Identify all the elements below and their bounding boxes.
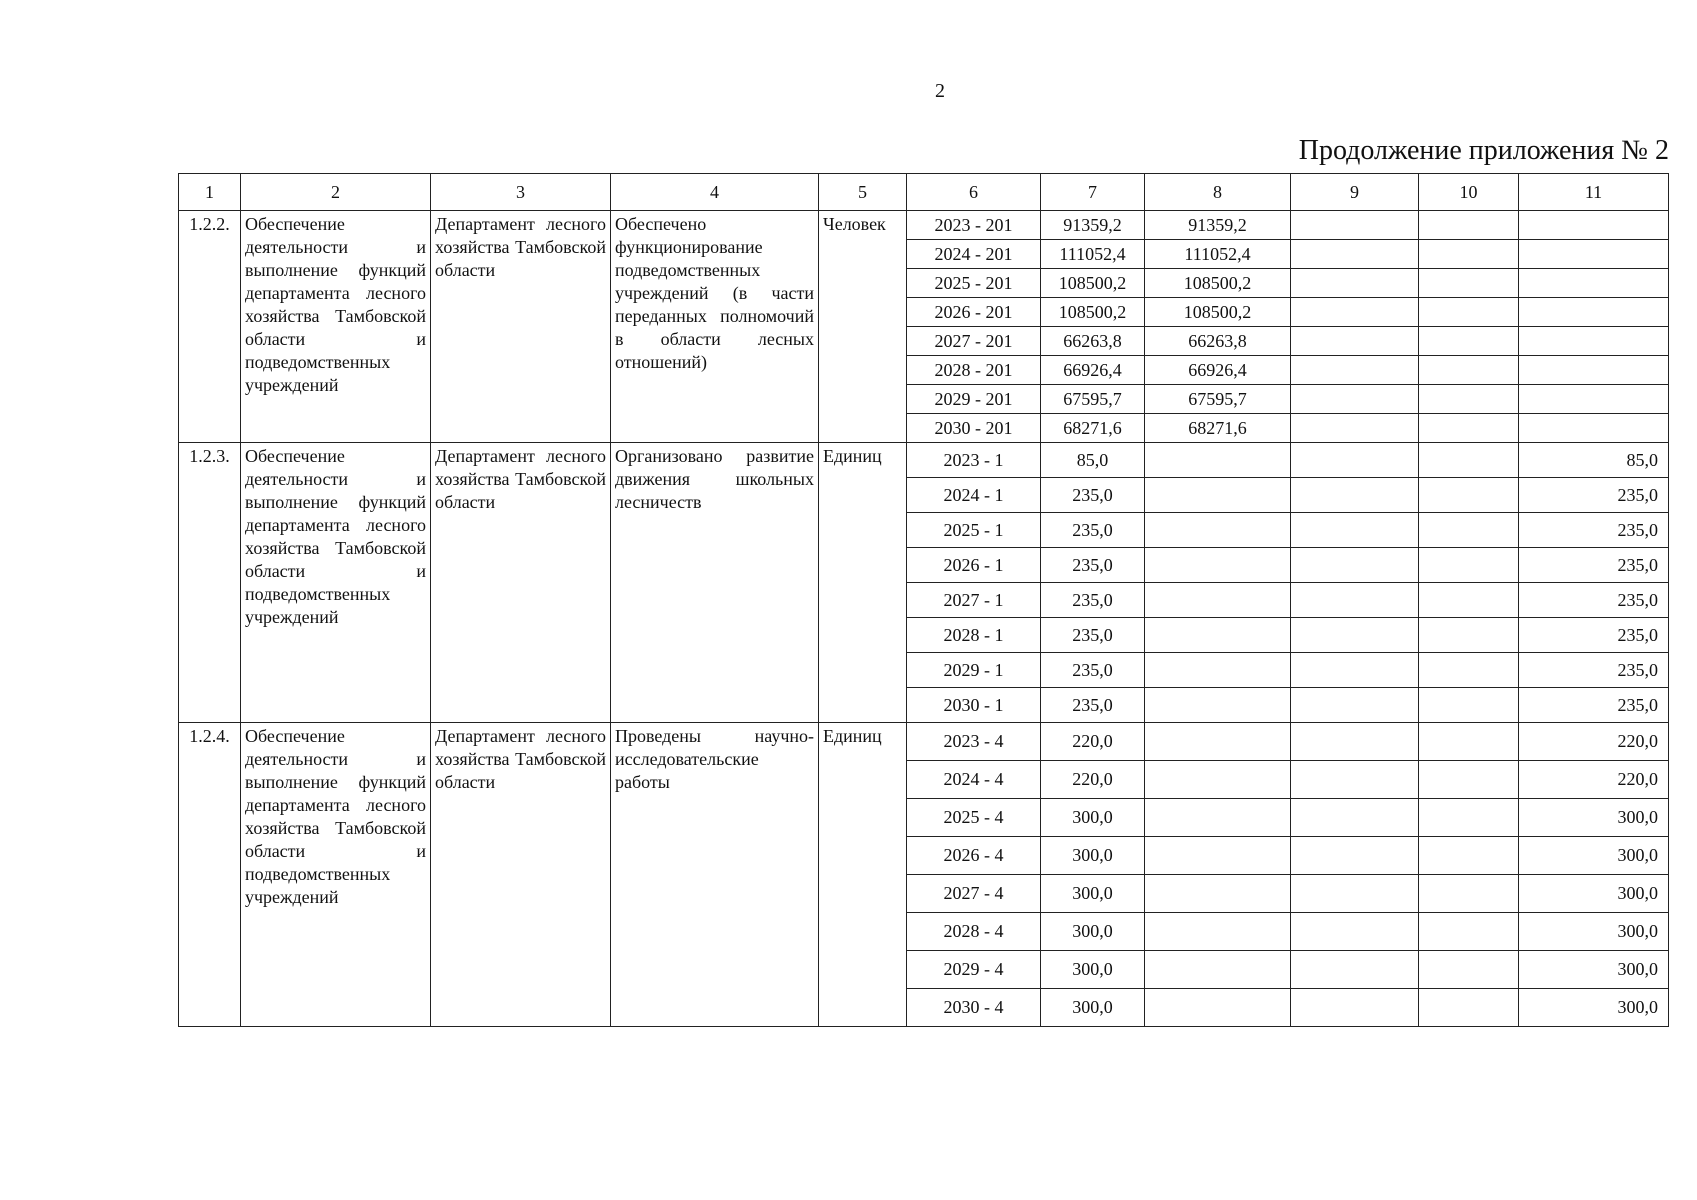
value-col-11 bbox=[1519, 414, 1669, 443]
year-cell: 2025 - 4 bbox=[907, 799, 1041, 837]
value-col-10 bbox=[1419, 723, 1519, 761]
value-col-11 bbox=[1519, 269, 1669, 298]
value-col-8 bbox=[1145, 913, 1291, 951]
value-col-10 bbox=[1419, 951, 1519, 989]
value-col-11: 300,0 bbox=[1519, 837, 1669, 875]
activity-cell: Обеспечение деятельности и выполнение функций департамента лесного хозяйства Тамбовской области и подведомственных учреждений bbox=[241, 443, 431, 723]
value-col-7: 220,0 bbox=[1041, 723, 1145, 761]
executor-cell: Департамент лесного хозяйства Тамбовской области bbox=[431, 723, 611, 1027]
value-col-11: 220,0 bbox=[1519, 723, 1669, 761]
header-col-6: 6 bbox=[907, 174, 1041, 211]
value-col-9 bbox=[1291, 989, 1419, 1027]
value-col-11: 300,0 bbox=[1519, 989, 1669, 1027]
value-col-8 bbox=[1145, 989, 1291, 1027]
value-col-10 bbox=[1419, 799, 1519, 837]
value-col-7: 85,0 bbox=[1041, 443, 1145, 478]
value-col-9 bbox=[1291, 583, 1419, 618]
year-cell: 2030 - 4 bbox=[907, 989, 1041, 1027]
value-col-9 bbox=[1291, 298, 1419, 327]
value-col-9 bbox=[1291, 269, 1419, 298]
value-col-9 bbox=[1291, 548, 1419, 583]
value-col-7: 235,0 bbox=[1041, 548, 1145, 583]
value-col-10 bbox=[1419, 837, 1519, 875]
value-col-8 bbox=[1145, 443, 1291, 478]
unit-cell: Человек bbox=[819, 211, 907, 443]
header-col-8: 8 bbox=[1145, 174, 1291, 211]
year-cell: 2027 - 4 bbox=[907, 875, 1041, 913]
value-col-7: 91359,2 bbox=[1041, 211, 1145, 240]
value-col-8 bbox=[1145, 478, 1291, 513]
year-cell: 2026 - 4 bbox=[907, 837, 1041, 875]
year-cell: 2024 - 201 bbox=[907, 240, 1041, 269]
value-col-9 bbox=[1291, 913, 1419, 951]
executor-cell: Департамент лесного хозяйства Тамбовской области bbox=[431, 443, 611, 723]
activity-cell: Обеспечение деятельности и выполнение функций департамента лесного хозяйства Тамбовской области и подведомственных учреждений bbox=[241, 723, 431, 1027]
value-col-7: 235,0 bbox=[1041, 618, 1145, 653]
header-row bbox=[179, 174, 1669, 211]
value-col-7: 111052,4 bbox=[1041, 240, 1145, 269]
item-number: 1.2.4. bbox=[179, 723, 241, 1027]
value-col-10 bbox=[1419, 385, 1519, 414]
value-col-7: 66263,8 bbox=[1041, 327, 1145, 356]
value-col-7: 300,0 bbox=[1041, 989, 1145, 1027]
year-cell: 2023 - 201 bbox=[907, 211, 1041, 240]
value-col-10 bbox=[1419, 548, 1519, 583]
value-col-8 bbox=[1145, 688, 1291, 723]
year-cell: 2023 - 1 bbox=[907, 443, 1041, 478]
appendix-table bbox=[178, 173, 1669, 1027]
value-col-9 bbox=[1291, 478, 1419, 513]
header-col-4: 4 bbox=[611, 174, 819, 211]
result-cell: Организовано развитие движения школьных лесничеств bbox=[611, 443, 819, 723]
value-col-7: 66926,4 bbox=[1041, 356, 1145, 385]
value-col-8 bbox=[1145, 548, 1291, 583]
header-col-5: 5 bbox=[819, 174, 907, 211]
value-col-8 bbox=[1145, 837, 1291, 875]
table-row bbox=[179, 443, 1669, 478]
value-col-10 bbox=[1419, 356, 1519, 385]
value-col-9 bbox=[1291, 240, 1419, 269]
unit-cell: Единиц bbox=[819, 443, 907, 723]
value-col-7: 300,0 bbox=[1041, 913, 1145, 951]
value-col-10 bbox=[1419, 583, 1519, 618]
header-col-2: 2 bbox=[241, 174, 431, 211]
header-col-7: 7 bbox=[1041, 174, 1145, 211]
value-col-9 bbox=[1291, 414, 1419, 443]
value-col-10 bbox=[1419, 269, 1519, 298]
value-col-10 bbox=[1419, 875, 1519, 913]
value-col-11 bbox=[1519, 356, 1669, 385]
value-col-11: 235,0 bbox=[1519, 513, 1669, 548]
value-col-9 bbox=[1291, 356, 1419, 385]
value-col-7: 67595,7 bbox=[1041, 385, 1145, 414]
value-col-11: 235,0 bbox=[1519, 688, 1669, 723]
value-col-10 bbox=[1419, 298, 1519, 327]
page-number: 2 bbox=[935, 80, 945, 102]
value-col-8: 66263,8 bbox=[1145, 327, 1291, 356]
year-cell: 2029 - 4 bbox=[907, 951, 1041, 989]
value-col-11: 300,0 bbox=[1519, 951, 1669, 989]
executor-cell: Департамент лесного хозяйства Тамбовской области bbox=[431, 211, 611, 443]
value-col-9 bbox=[1291, 875, 1419, 913]
value-col-9 bbox=[1291, 443, 1419, 478]
value-col-8: 111052,4 bbox=[1145, 240, 1291, 269]
year-cell: 2026 - 201 bbox=[907, 298, 1041, 327]
year-cell: 2024 - 4 bbox=[907, 761, 1041, 799]
value-col-11 bbox=[1519, 298, 1669, 327]
value-col-7: 300,0 bbox=[1041, 875, 1145, 913]
year-cell: 2026 - 1 bbox=[907, 548, 1041, 583]
value-col-7: 235,0 bbox=[1041, 478, 1145, 513]
value-col-9 bbox=[1291, 513, 1419, 548]
value-col-10 bbox=[1419, 478, 1519, 513]
value-col-11: 300,0 bbox=[1519, 875, 1669, 913]
value-col-11 bbox=[1519, 385, 1669, 414]
value-col-9 bbox=[1291, 799, 1419, 837]
value-col-9 bbox=[1291, 327, 1419, 356]
value-col-7: 235,0 bbox=[1041, 653, 1145, 688]
value-col-11: 300,0 bbox=[1519, 913, 1669, 951]
year-cell: 2025 - 201 bbox=[907, 269, 1041, 298]
header-col-3: 3 bbox=[431, 174, 611, 211]
year-cell: 2025 - 1 bbox=[907, 513, 1041, 548]
value-col-11: 300,0 bbox=[1519, 799, 1669, 837]
year-cell: 2023 - 4 bbox=[907, 723, 1041, 761]
value-col-8: 108500,2 bbox=[1145, 269, 1291, 298]
value-col-11 bbox=[1519, 327, 1669, 356]
table-row bbox=[179, 211, 1669, 240]
value-col-9 bbox=[1291, 761, 1419, 799]
value-col-11: 235,0 bbox=[1519, 653, 1669, 688]
value-col-11: 235,0 bbox=[1519, 548, 1669, 583]
value-col-8: 66926,4 bbox=[1145, 356, 1291, 385]
value-col-7: 108500,2 bbox=[1041, 298, 1145, 327]
year-cell: 2028 - 201 bbox=[907, 356, 1041, 385]
value-col-10 bbox=[1419, 240, 1519, 269]
year-cell: 2028 - 4 bbox=[907, 913, 1041, 951]
continuation-label: Продолжение приложения № 2 bbox=[1298, 135, 1669, 166]
value-col-10 bbox=[1419, 443, 1519, 478]
value-col-8 bbox=[1145, 723, 1291, 761]
value-col-7: 235,0 bbox=[1041, 583, 1145, 618]
header-col-1: 1 bbox=[179, 174, 241, 211]
value-col-11 bbox=[1519, 211, 1669, 240]
value-col-7: 300,0 bbox=[1041, 837, 1145, 875]
value-col-11: 235,0 bbox=[1519, 618, 1669, 653]
value-col-9 bbox=[1291, 951, 1419, 989]
value-col-7: 108500,2 bbox=[1041, 269, 1145, 298]
value-col-10 bbox=[1419, 653, 1519, 688]
activity-cell: Обеспечение деятельности и выполнение функций департамента лесного хозяйства Тамбовской области и подведомственных учреждений bbox=[241, 211, 431, 443]
value-col-7: 220,0 bbox=[1041, 761, 1145, 799]
value-col-7: 300,0 bbox=[1041, 951, 1145, 989]
header-col-10: 10 bbox=[1419, 174, 1519, 211]
value-col-10 bbox=[1419, 211, 1519, 240]
value-col-8 bbox=[1145, 513, 1291, 548]
item-number: 1.2.2. bbox=[179, 211, 241, 443]
value-col-8: 67595,7 bbox=[1145, 385, 1291, 414]
year-cell: 2024 - 1 bbox=[907, 478, 1041, 513]
value-col-9 bbox=[1291, 837, 1419, 875]
table-row bbox=[179, 723, 1669, 761]
value-col-7: 68271,6 bbox=[1041, 414, 1145, 443]
value-col-10 bbox=[1419, 414, 1519, 443]
value-col-9 bbox=[1291, 618, 1419, 653]
year-cell: 2027 - 1 bbox=[907, 583, 1041, 618]
value-col-7: 235,0 bbox=[1041, 513, 1145, 548]
value-col-7: 300,0 bbox=[1041, 799, 1145, 837]
year-cell: 2027 - 201 bbox=[907, 327, 1041, 356]
value-col-8 bbox=[1145, 653, 1291, 688]
value-col-8 bbox=[1145, 761, 1291, 799]
value-col-8 bbox=[1145, 583, 1291, 618]
value-col-9 bbox=[1291, 653, 1419, 688]
result-cell: Проведены научно-исследовательские работы bbox=[611, 723, 819, 1027]
value-col-8 bbox=[1145, 951, 1291, 989]
result-cell: Обеспечено функционирование подведомственных учреждений (в части переданных полномочий в области лесных отношений) bbox=[611, 211, 819, 443]
year-cell: 2029 - 201 bbox=[907, 385, 1041, 414]
value-col-11: 220,0 bbox=[1519, 761, 1669, 799]
value-col-8: 108500,2 bbox=[1145, 298, 1291, 327]
value-col-10 bbox=[1419, 688, 1519, 723]
value-col-10 bbox=[1419, 513, 1519, 548]
value-col-11: 85,0 bbox=[1519, 443, 1669, 478]
value-col-11: 235,0 bbox=[1519, 478, 1669, 513]
value-col-10 bbox=[1419, 327, 1519, 356]
header-col-9: 9 bbox=[1291, 174, 1419, 211]
value-col-10 bbox=[1419, 913, 1519, 951]
year-cell: 2030 - 1 bbox=[907, 688, 1041, 723]
value-col-10 bbox=[1419, 761, 1519, 799]
unit-cell: Единиц bbox=[819, 723, 907, 1027]
year-cell: 2028 - 1 bbox=[907, 618, 1041, 653]
value-col-10 bbox=[1419, 989, 1519, 1027]
header-col-11: 11 bbox=[1519, 174, 1669, 211]
value-col-8 bbox=[1145, 875, 1291, 913]
value-col-9 bbox=[1291, 385, 1419, 414]
item-number: 1.2.3. bbox=[179, 443, 241, 723]
value-col-7: 235,0 bbox=[1041, 688, 1145, 723]
year-cell: 2030 - 201 bbox=[907, 414, 1041, 443]
value-col-9 bbox=[1291, 688, 1419, 723]
year-cell: 2029 - 1 bbox=[907, 653, 1041, 688]
value-col-8: 91359,2 bbox=[1145, 211, 1291, 240]
value-col-9 bbox=[1291, 723, 1419, 761]
value-col-11: 235,0 bbox=[1519, 583, 1669, 618]
value-col-8: 68271,6 bbox=[1145, 414, 1291, 443]
value-col-8 bbox=[1145, 799, 1291, 837]
value-col-8 bbox=[1145, 618, 1291, 653]
value-col-11 bbox=[1519, 240, 1669, 269]
value-col-9 bbox=[1291, 211, 1419, 240]
value-col-10 bbox=[1419, 618, 1519, 653]
